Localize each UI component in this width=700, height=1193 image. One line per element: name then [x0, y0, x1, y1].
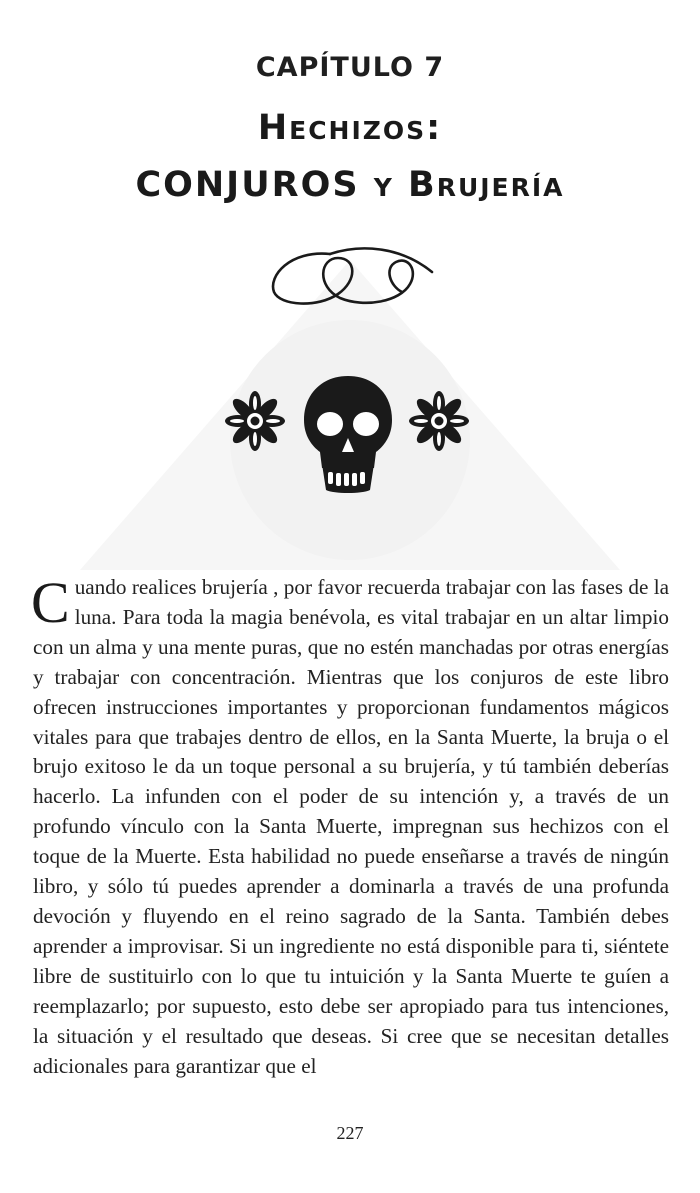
chapter-title-line-2: CONJUROS y Brujería [135, 165, 565, 205]
flourish-icon [260, 236, 440, 316]
paragraph-text: uando realices brujería , por favor recuerda trabajar con las fases de la luna. Para toda la magia benévola, es vital trabajar en un altar limpio con un alma y una mente puras, que no estén manchadas por otras energías y trabajar con concentración. Mientras que los conjuros de este libro ofrecen instrucciones importantes y proporcionan fundamentos mágicos vitales para que trabajes dentro de ellos, en la Santa Muerte, la bruja o el brujo exitoso le da un toque personal a su brujería, y tú también deberías hacerlo. La infunden con el poder de su intención y, a través de un profundo vínculo con la Santa Muerte, impregnan sus hechizos con el toque de la Muerte. Esta habilidad no puede enseñarse a través de ningún libro, y sólo tú puedes aprender a dominarla a través de una profunda devoción y fluyendo en el reino sagrado de la Santa. También debes aprender a improvisar. Si un ingrediente no está disponible para ti, siéntete libre de sustituirlo con lo que tu intuición y la Santa Muerte te guíen a reemplazarlo; por supuesto, esto debe ser apropiado para tus intenciones, la situación y el resultado que deseas. Si cree que se necesitan detalles adicionales para garantizar que el [33, 575, 669, 1078]
page-number: 227 [336, 1123, 364, 1143]
body-paragraph [31, 570, 669, 1081]
flower-icon [408, 390, 470, 452]
chapter-label: CAPÍTULO 7 [255, 52, 445, 83]
skull-icon [300, 372, 396, 496]
drop-cap: C [31, 570, 70, 635]
flower-icon [224, 390, 286, 452]
chapter-title-line-1: Hechizos: [257, 108, 443, 148]
